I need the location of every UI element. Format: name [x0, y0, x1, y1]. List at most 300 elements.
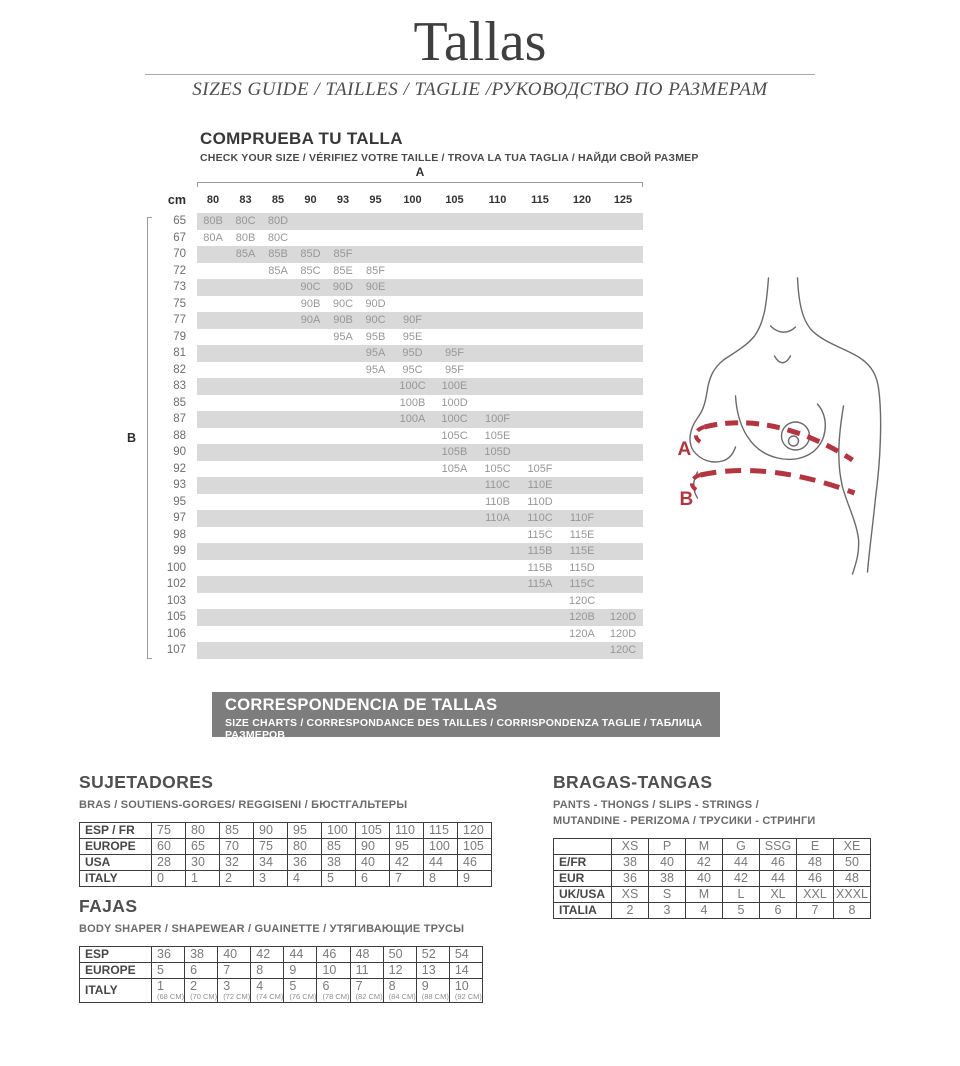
matrix-cell: 110C — [527, 512, 553, 525]
matrix-cell: 95E — [402, 330, 423, 343]
table-row — [80, 963, 483, 979]
cell-value: 28 — [157, 855, 171, 869]
matrix-row-label: 107 — [166, 644, 186, 657]
matrix-cell: 115E — [569, 528, 595, 541]
table-cell — [220, 839, 254, 855]
matrix-cell: 80B — [235, 231, 256, 244]
table-cell — [322, 855, 356, 871]
matrix-cell: 115B — [527, 561, 553, 574]
table-cell — [612, 871, 649, 887]
matrix-cell: 90D — [332, 281, 354, 294]
cell-value: 6 — [322, 979, 330, 993]
row-label: EUROPE — [80, 963, 152, 979]
cell-value: 40 — [697, 871, 711, 885]
cell-value: 0 — [157, 871, 164, 885]
cell-value: 70 — [225, 839, 239, 853]
matrix-row-label: 100 — [166, 561, 186, 574]
page-title: Tallas — [413, 11, 547, 73]
cell-value: 90 — [361, 839, 375, 853]
table-cell — [797, 855, 834, 871]
column-header-cell: SSG — [760, 839, 797, 855]
unit-label: cm — [167, 193, 186, 207]
matrix-row — [145, 378, 645, 395]
matrix-cell: 95D — [402, 347, 423, 360]
cell-value: 46 — [808, 871, 822, 885]
cell-value: 34 — [259, 855, 273, 869]
size-matrix-rows — [145, 213, 645, 659]
table-cell — [612, 887, 649, 903]
cell-value: 36 — [157, 947, 171, 961]
matrix-row-label: 70 — [173, 248, 186, 261]
table-row — [80, 979, 483, 1003]
matrix-row-band — [197, 395, 643, 412]
matrix-cell: 110B — [485, 495, 510, 508]
matrix-row — [145, 230, 645, 247]
bras-subtitle: BRAS / SOUTIENS-GORGES/ REGGISENI / БЮСТГАЛЬТЕРЫ — [79, 799, 408, 811]
matrix-cell: 95B — [365, 330, 386, 343]
matrix-row-label: 85 — [173, 396, 186, 409]
matrix-row-label: 103 — [166, 594, 186, 607]
table-cell — [449, 947, 482, 963]
banner-subtitle: SIZE CHARTS / CORRESPONDANCE DES TAILLES / CORRISPONDENZA TAGLIE / ТАБЛИЦА РАЗМЕРОВ — [225, 717, 703, 741]
matrix-row-band — [197, 444, 643, 461]
matrix-row — [145, 395, 645, 412]
matrix-cell: 95A — [333, 330, 353, 343]
cell-value: 8 — [429, 871, 436, 885]
matrix-row-band — [197, 230, 643, 247]
table-header-row — [554, 839, 871, 855]
cell-value: 8 — [256, 963, 264, 977]
matrix-row-band — [197, 428, 643, 445]
table-cell — [356, 823, 390, 839]
table-cell — [383, 979, 416, 1003]
matrix-cell: 95F — [445, 347, 464, 360]
matrix-row-band — [197, 560, 643, 577]
column-header-cell: P — [649, 839, 686, 855]
matrix-row — [145, 477, 645, 494]
matrix-row — [145, 444, 645, 461]
table-cell — [649, 887, 686, 903]
cell-note: (78 CM) — [322, 992, 350, 1001]
matrix-row-band — [197, 642, 643, 659]
cell-value: 50 — [845, 855, 859, 869]
table-cell — [254, 871, 288, 887]
table-cell — [416, 979, 449, 1003]
matrix-row-band — [197, 411, 643, 428]
matrix-row-label: 105 — [166, 611, 186, 624]
matrix-cell: 105D — [484, 446, 511, 459]
matrix-row-label: 81 — [173, 347, 186, 360]
matrix-row-label: 88 — [173, 429, 186, 442]
cell-value: 5 — [737, 903, 745, 917]
bracket-b — [147, 217, 152, 659]
table-cell — [390, 823, 424, 839]
cell-value: 95 — [395, 839, 409, 853]
matrix-cell: 85D — [300, 248, 321, 261]
table-cell — [152, 839, 186, 855]
table-cell — [686, 887, 723, 903]
cell-value: 48 — [845, 871, 859, 885]
cell-value: 110 — [395, 823, 415, 837]
table-cell — [152, 947, 185, 963]
cell-value: 2 — [626, 903, 634, 917]
cell-value: S — [662, 887, 672, 901]
column-header-cell: G — [723, 839, 760, 855]
table-cell — [288, 871, 322, 887]
cell-value: 3 — [663, 903, 671, 917]
matrix-row-band — [197, 609, 643, 626]
table-cell — [251, 979, 284, 1003]
matrix-row-label: 87 — [173, 413, 186, 426]
matrix-cell: 95A — [365, 363, 386, 376]
cell-value: 9 — [421, 979, 429, 993]
column-header-cell: E — [797, 839, 834, 855]
matrix-row — [145, 626, 645, 643]
cell-value: 80 — [191, 823, 205, 837]
table-cell — [612, 903, 649, 919]
bracket-b-label: B — [127, 431, 137, 445]
cell-value: 2 — [225, 871, 232, 885]
matrix-cell: 115C — [527, 528, 553, 541]
cell-value: 44 — [771, 871, 785, 885]
pants-title: BRAGAS-TANGAS — [553, 772, 713, 792]
matrix-cell: 80D — [267, 215, 289, 228]
shaper-section — [79, 896, 483, 1003]
matrix-cell: 80C — [267, 231, 289, 244]
column-header-cell: M — [686, 839, 723, 855]
matrix-row-label: 73 — [173, 281, 186, 294]
cell-value: 4 — [256, 979, 264, 993]
matrix-cell: 85A — [268, 264, 288, 277]
table-cell — [416, 947, 449, 963]
table-cell — [383, 947, 416, 963]
cell-value: 10 — [322, 963, 337, 977]
cell-value: 36 — [293, 855, 307, 869]
table-cell — [383, 963, 416, 979]
matrix-row — [145, 329, 645, 346]
table-cell — [458, 839, 492, 855]
matrix-row-label: 90 — [173, 446, 186, 459]
cell-value: 80 — [293, 839, 307, 853]
cell-value: 36 — [623, 871, 637, 885]
table-cell — [649, 855, 686, 871]
matrix-row — [145, 510, 645, 527]
cell-value: 38 — [623, 855, 637, 869]
matrix-col-header: 115 — [531, 194, 549, 206]
cell-value: XS — [621, 887, 639, 901]
matrix-row-band — [197, 626, 643, 643]
table-cell — [284, 963, 317, 979]
cell-note: (74 CM) — [256, 992, 284, 1001]
table-cell — [797, 903, 834, 919]
table-cell — [424, 855, 458, 871]
table-row — [80, 823, 492, 839]
table-cell — [220, 855, 254, 871]
matrix-cell: 90A — [300, 314, 321, 327]
matrix-row — [145, 428, 645, 445]
matrix-cell: 85F — [366, 264, 385, 277]
table-cell — [152, 979, 185, 1003]
cell-value: 30 — [191, 855, 205, 869]
cell-value: 42 — [256, 947, 271, 961]
matrix-cell: 85F — [333, 248, 353, 261]
matrix-row-label: 82 — [173, 363, 186, 376]
matrix-cell: 85C — [300, 264, 321, 277]
matrix-cell: 105E — [484, 429, 511, 442]
page-subtitle: SIZES GUIDE / TAILLES / TAGLIE /РУКОВОДСТВО ПО РАЗМЕРАМ — [192, 79, 768, 100]
table-cell — [186, 855, 220, 871]
table-cell — [686, 871, 723, 887]
table-cell — [834, 871, 871, 887]
matrix-row-label: 83 — [173, 380, 186, 393]
column-header-cell: XE — [834, 839, 871, 855]
cell-value: 46 — [771, 855, 785, 869]
row-label: EUR — [554, 871, 612, 887]
cell-value: 44 — [429, 855, 443, 869]
cell-note: (82 CM) — [355, 992, 383, 1001]
bras-title: SUJETADORES — [79, 772, 214, 792]
matrix-col-header: 110 — [488, 194, 507, 206]
cell-value: 46 — [463, 855, 477, 869]
cell-value: XXXL — [836, 887, 868, 901]
matrix-row-band — [197, 576, 643, 593]
matrix-row-band — [197, 312, 643, 329]
matrix-cell: 105F — [527, 462, 553, 475]
cell-note: (68 CM) — [157, 992, 185, 1001]
cell-note: (70 CM) — [190, 992, 218, 1001]
matrix-cell: 85B — [268, 248, 288, 261]
matrix-cell: 85A — [235, 248, 256, 261]
cell-value: 50 — [388, 947, 403, 961]
table-cell — [152, 823, 186, 839]
table-cell — [350, 979, 383, 1003]
column-header-cell: XS — [612, 839, 649, 855]
table-cell — [356, 855, 390, 871]
row-label: ESP / FR — [80, 823, 152, 839]
cell-value: 38 — [190, 947, 204, 961]
table-row — [554, 871, 871, 887]
table-cell — [834, 887, 871, 903]
cell-note: (92 CM) — [454, 992, 482, 1001]
matrix-row-band — [197, 362, 643, 379]
table-cell — [254, 855, 288, 871]
table-cell — [760, 903, 797, 919]
table-cell — [322, 871, 356, 887]
matrix-row — [145, 296, 645, 313]
table-cell — [218, 947, 251, 963]
cell-value: 5 — [157, 963, 164, 977]
matrix-row — [145, 593, 645, 610]
shaper-table-body — [80, 947, 483, 1003]
cell-value: 60 — [157, 839, 171, 853]
cell-value: 52 — [421, 947, 436, 961]
matrix-cell: 120D — [609, 611, 637, 624]
cell-note: (72 CM) — [223, 992, 251, 1001]
table-cell — [185, 979, 218, 1003]
matrix-cell: 120C — [609, 644, 637, 657]
cell-value: 105 — [361, 823, 382, 837]
table-cell — [458, 855, 492, 871]
table-cell — [152, 855, 186, 871]
measurement-lines — [692, 423, 855, 493]
matrix-row-band — [197, 527, 643, 544]
table-cell — [612, 855, 649, 871]
cell-value: M — [698, 887, 710, 901]
table-cell — [449, 963, 482, 979]
table-cell — [186, 871, 220, 887]
cell-value: 9 — [463, 871, 470, 885]
cell-value: 7 — [811, 903, 819, 917]
matrix-row-band — [197, 246, 643, 263]
matrix-row-band — [197, 494, 643, 511]
matrix-row-label: 65 — [173, 215, 186, 228]
cell-value: 1 — [157, 979, 164, 993]
cell-value: 42 — [697, 855, 711, 869]
table-cell — [322, 823, 356, 839]
diagram-b-label: B — [679, 489, 694, 510]
table-cell — [350, 947, 383, 963]
matrix-row-band — [197, 510, 643, 527]
matrix-cell: 100C — [399, 380, 426, 393]
table-cell — [317, 979, 350, 1003]
cell-value: 3 — [223, 979, 231, 993]
table-cell — [218, 963, 251, 979]
table-cell — [185, 963, 218, 979]
matrix-col-header: 80 — [206, 194, 220, 206]
matrix-cell: 105B — [441, 446, 468, 459]
row-label: E/FR — [554, 855, 612, 871]
table-cell — [686, 855, 723, 871]
matrix-cell: 90B — [333, 314, 353, 327]
table-cell — [797, 887, 834, 903]
title-divider — [145, 74, 815, 75]
cell-value: 5 — [289, 979, 297, 993]
matrix-header-cols — [197, 187, 643, 213]
matrix-cell: 110C — [484, 479, 511, 492]
matrix-cell: 100B — [399, 396, 426, 409]
cell-value: 44 — [734, 855, 748, 869]
table-cell — [723, 903, 760, 919]
matrix-row-label: 77 — [173, 314, 186, 327]
matrix-cell: 120A — [569, 627, 595, 640]
cell-value: 65 — [191, 839, 205, 853]
cell-value: L — [737, 887, 745, 901]
cell-value: 48 — [355, 947, 370, 961]
table-cell — [760, 887, 797, 903]
matrix-row — [145, 312, 645, 329]
matrix-cell: 120D — [609, 627, 637, 640]
cell-value: 7 — [355, 979, 363, 993]
cell-value: 8 — [388, 979, 396, 993]
cell-value: 54 — [454, 947, 469, 961]
table-row — [554, 887, 871, 903]
table-cell — [424, 823, 458, 839]
table-cell — [649, 871, 686, 887]
matrix-cell: 95F — [445, 363, 464, 376]
matrix-cell: 115C — [569, 578, 595, 591]
cell-value: 7 — [223, 963, 231, 977]
cell-value: 40 — [660, 855, 674, 869]
table-cell — [152, 963, 185, 979]
pants-subtitle-2: MUTANDINE - PERIZOMA / ТРУСИКИ - СТРИНГИ — [553, 815, 816, 827]
table-cell — [449, 979, 482, 1003]
matrix-cell: 105C — [484, 462, 511, 475]
cell-value: 90 — [259, 823, 273, 837]
cell-value: 14 — [454, 963, 469, 977]
matrix-cell: 105A — [441, 462, 468, 475]
body-diagram-svg — [645, 276, 950, 576]
table-cell — [251, 947, 284, 963]
matrix-row-label: 79 — [173, 330, 186, 343]
matrix-row — [145, 642, 645, 659]
table-cell — [356, 839, 390, 855]
matrix-cell: 100D — [441, 396, 468, 409]
table-cell — [288, 855, 322, 871]
row-label: ITALY — [80, 979, 152, 1003]
table-cell — [834, 903, 871, 919]
matrix-col-header: 85 — [271, 194, 285, 206]
table-cell — [251, 963, 284, 979]
matrix-col-header: 125 — [613, 194, 633, 206]
cell-value: 10 — [454, 979, 469, 993]
cell-value: 32 — [225, 855, 239, 869]
cell-value: 11 — [355, 963, 369, 977]
table-cell — [416, 963, 449, 979]
matrix-row — [145, 576, 645, 593]
table-cell — [186, 823, 220, 839]
table-row — [554, 903, 871, 919]
cell-value: 85 — [327, 839, 341, 853]
shaper-subtitle: BODY SHAPER / SHAPEWEAR / GUAINETTE / УТЯГИВАЮЩИЕ ТРУСЫ — [79, 923, 465, 935]
table-row — [80, 855, 492, 871]
size-matrix — [127, 165, 645, 659]
matrix-row-label: 98 — [173, 528, 186, 541]
size-charts-banner — [212, 692, 720, 741]
row-label: EUROPE — [80, 839, 152, 855]
matrix-cell: 110F — [569, 512, 595, 525]
matrix-cell: 80B — [203, 215, 223, 228]
matrix-cell: 115E — [569, 545, 595, 558]
matrix-row-band — [197, 279, 643, 296]
matrix-row — [145, 411, 645, 428]
bras-table-body — [80, 823, 492, 887]
cell-value: 4 — [293, 871, 300, 885]
table-cell — [760, 855, 797, 871]
table-cell — [390, 871, 424, 887]
cell-note: (76 CM) — [289, 992, 317, 1001]
cell-value: 40 — [361, 855, 375, 869]
matrix-row — [145, 494, 645, 511]
matrix-cell: 105C — [441, 429, 468, 442]
matrix-row-label: 75 — [173, 297, 186, 310]
table-cell — [284, 947, 317, 963]
cell-value: 75 — [157, 823, 171, 837]
cell-value: 6 — [361, 871, 368, 885]
table-cell — [185, 947, 218, 963]
table-cell — [284, 979, 317, 1003]
matrix-row — [145, 461, 645, 478]
matrix-row-label: 95 — [173, 495, 186, 508]
matrix-row-label: 97 — [173, 512, 186, 525]
matrix-cell: 90C — [300, 281, 321, 294]
cell-value: 105 — [463, 839, 484, 853]
table-cell — [723, 855, 760, 871]
cell-value: 115 — [429, 823, 449, 837]
matrix-cell: 120C — [568, 594, 596, 607]
matrix-cell: 95A — [365, 347, 386, 360]
matrix-cell: 80C — [235, 215, 256, 228]
cell-value: 100 — [429, 839, 450, 853]
